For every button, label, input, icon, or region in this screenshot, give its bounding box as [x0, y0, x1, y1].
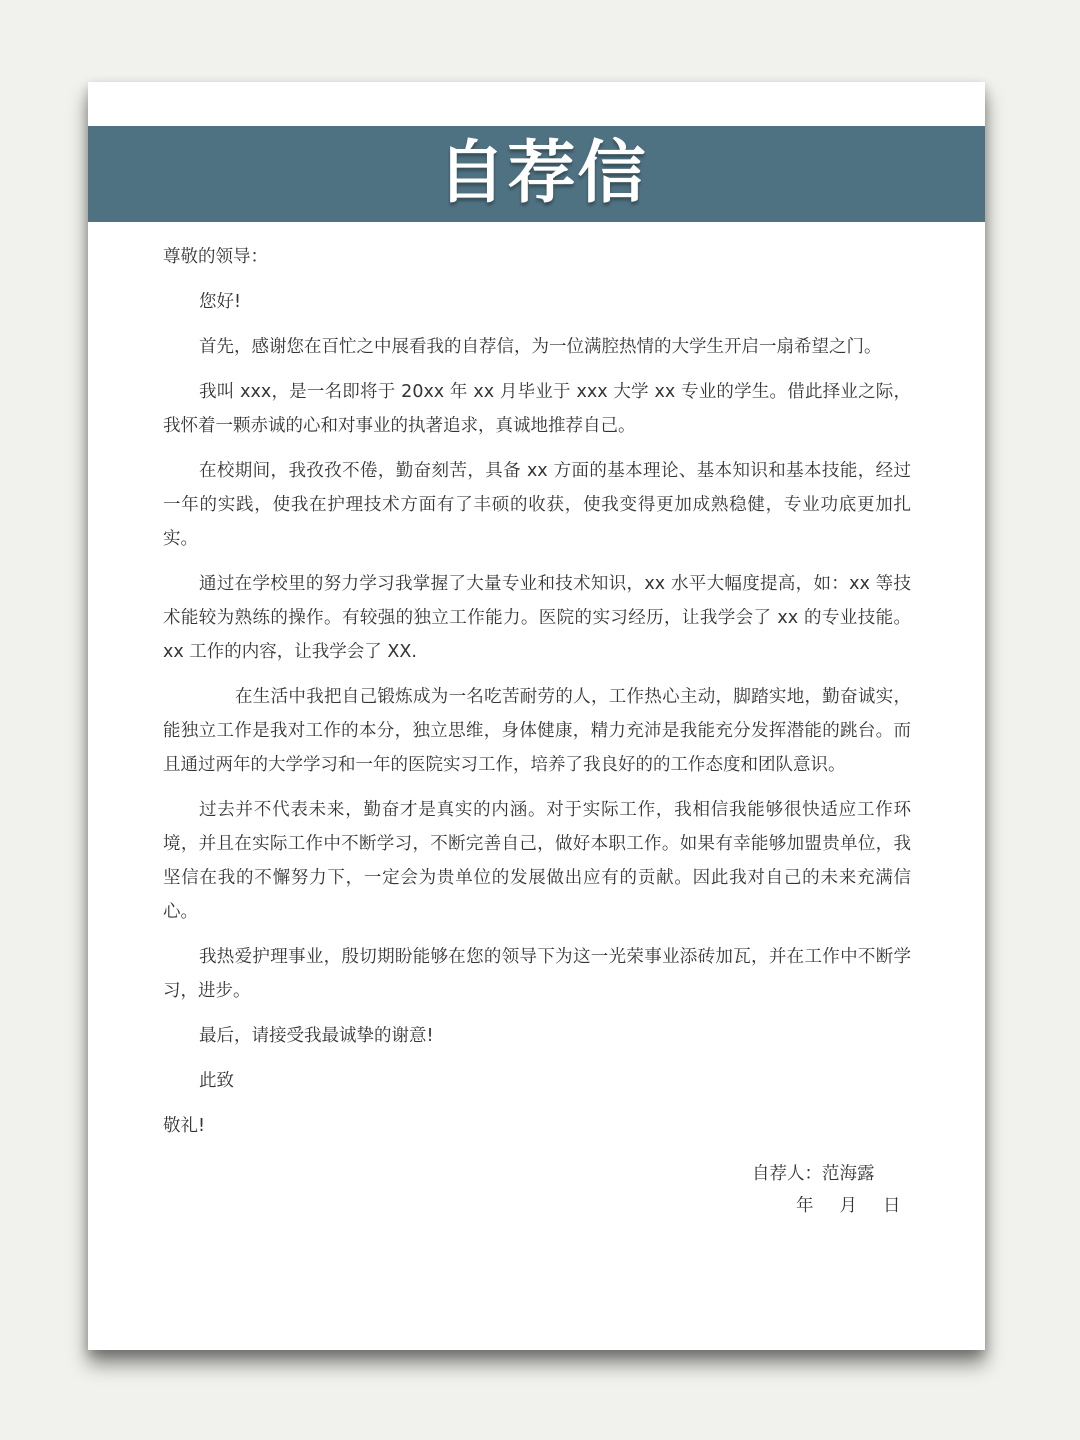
paragraph: 我热爱护理事业，殷切期盼能够在您的领导下为这一光荣事业添砖加瓦，并在工作中不断学习，进步。 [163, 947, 911, 1001]
date-year: 年 [796, 1196, 814, 1216]
closing: 此致 [199, 1071, 234, 1091]
paragraph: 最后，请接受我最诚挚的谢意! [199, 1026, 434, 1046]
paragraph: 首先，感谢您在百忙之中展看我的自荐信，为一位满腔热情的大学生开启一扇希望之门。 [199, 337, 882, 357]
paragraph: 在生活中我把自己锻炼成为一名吃苦耐劳的人，工作热心主动，脚踏实地，勤奋诚实，能独立工作是我对工作的本分，独立思维，身体健康，精力充沛是我能充分发挥潜能的跳台。而且通过两年的大学学习和一年的医院实习工作，培养了我良好的的工作态度和团队意识。 [163, 687, 911, 775]
date-month: 月 [839, 1196, 857, 1216]
paragraph: 我叫 xxx，是一名即将于 20xx 年 xx 月毕业于 xxx 大学 xx 专业的学生。借此择业之际，我怀着一颗赤诚的心和对事业的执著追求，真诚地推荐自己。 [163, 382, 911, 436]
salutation: 尊敬的领导： [163, 247, 268, 267]
regards: 敬礼! [163, 1116, 206, 1136]
page-title: 自荐信 [437, 134, 648, 213]
title-banner [88, 126, 985, 222]
letter-page [88, 82, 985, 1350]
date-day: 日 [883, 1196, 901, 1216]
date-line [796, 1190, 901, 1222]
letter-body [163, 240, 911, 1154]
paragraph: 通过在学校里的努力学习我掌握了大量专业和技术知识，xx 水平大幅度提高，如：xx 等技术能较为熟练的操作。有较强的独立工作能力。医院的实习经历，让我学会了 xx 的专业技能。xx 工作的内容，让我学会了 XX. [163, 574, 911, 662]
paragraph: 在校期间，我孜孜不倦，勤奋刻苦，具备 xx 方面的基本理论、基本知识和基本技能，经过一年的实践，使我在护理技术方面有了丰硕的收获，使我变得更加成熟稳健，专业功底更加扎实。 [163, 461, 911, 549]
paragraph: 过去并不代表未来，勤奋才是真实的内涵。对于实际工作，我相信我能够很快适应工作环境，并且在实际工作中不断学习，不断完善自己，做好本职工作。如果有幸能够加盟贵单位，我坚信在我的不懈努力下，一定会为贵单位的发展做出应有的贡献。因此我对自己的未来充满信心。 [163, 800, 911, 922]
greeting: 您好! [199, 292, 242, 312]
signature: 自荐人：范海露 [752, 1164, 875, 1184]
